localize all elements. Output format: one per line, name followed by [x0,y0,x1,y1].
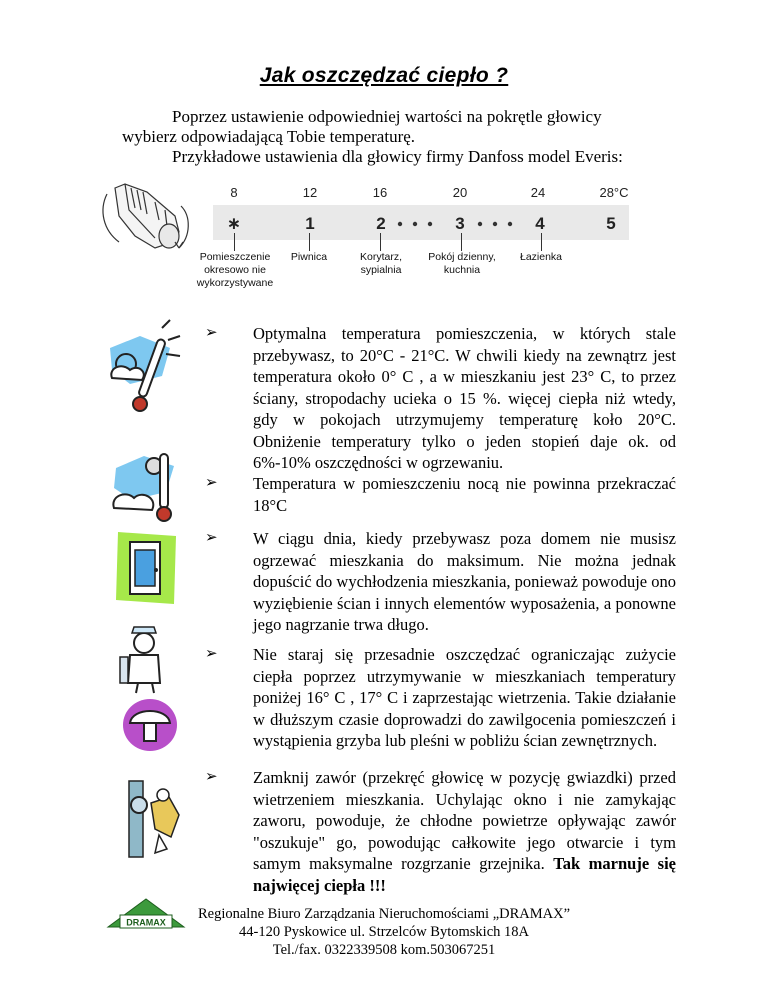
scale-position: 4 [535,214,545,233]
scale-tick [461,233,462,251]
intro-line-2: wybierz odpowiadającą Tobie temperaturę. [122,127,416,146]
scale-tick [380,233,381,251]
room-label: Łazienka [519,251,563,263]
scale-position: 5 [606,214,616,233]
bullet-icon: ➢ [205,644,218,662]
scale-position: 2 [376,214,386,233]
scale-temp: 28°C [599,185,629,200]
page-title: Jak oszczędzać ciepło ? [259,64,509,87]
bullet-icon: ➢ [205,528,218,546]
footer-line-2: 44-120 Pyskowice ul. Strzelców Bytomskich 18A [239,924,529,940]
scale-temp: 8 [230,185,238,200]
mushroom-icon [120,695,180,755]
thermostat-head-icon [95,180,195,260]
scale-tick [541,233,542,251]
tip-paragraph: Temperatura w pomieszczeniu nocą nie powinna przekraczać 18°C [253,474,676,515]
room-label: Pomieszczenie okresowo nie wykorzystywane [196,251,274,289]
bullet-icon: ➢ [205,323,218,341]
scale-tick [234,233,235,251]
bullet-icon: ➢ [205,767,218,785]
tip-paragraph: Zamknij zawór (przekręć głowicę w pozycję gwiazdki) przed wietrzeniem mieszkania. Uchylając okno i nie zamykając zaworu, powoduje, że chłodne powietrze opływając zawór "oszukuje" go, powodując całkowite jego otwarcie i tym samym maksymalne rozgrzanie grzejnika. Tak marnuje się najwięcej ciepła !!! [253,768,676,895]
scale-tick [309,233,310,251]
door-icon [112,528,182,608]
logo-text: DRAMAX [126,917,166,928]
intro-line-1: Poprzez ustawienie odpowiedniej wartości na pokrętle głowicy [172,107,602,126]
weather-thermometer-icon [100,318,185,423]
scale-temp: 16 [372,185,388,200]
scale-temp: 24 [530,185,546,200]
tip-paragraph: Optymalna temperatura pomieszczenia, w których stale przebywasz, to 20°C - 21°C. W chwili kiedy na zewnątrz jest temperatura około 0° C , a w mieszkaniu jest 23° C, to przez ściany, stropodachy ucieka o 15 %. więcej ciepła niż wtedy, gdy w pokojach utrzymujemy temperaturę koło 20°C. Obniżenie temperatury tylko o jeden stopień daje ok. od 6%-10% oszczędności w ogrzewaniu. [253,324,676,472]
tip-emphasis: Tak marnuje się najwięcej ciepła !!! [253,854,676,895]
scale-dots [390,219,530,229]
valve-radiator-icon [115,775,187,860]
bullet-icon: ➢ [205,473,218,491]
scale-position-star: ∗ [226,214,242,233]
footer-line-1: Regionalne Biuro Zarządzania Nieruchomościami „DRAMAX” [197,906,571,922]
cold-person-icon [112,625,182,695]
tip-paragraph: Nie staraj się przesadnie oszczędzać ograniczając zużycie ciepła poprzez utrzymywanie w mieszkaniach temperatury poniżej 16° C , 17° C i zaprzestając wietrzenia. Takie działanie w dłuższym czasie doprowadzi do zawilgocenia pomieszczeń i wystąpienia grzyba lub pleśni w pobliżu ścian zewnętrznych. [253,645,676,750]
night-cloud-thermometer-icon [108,448,188,528]
scale-position: 3 [455,214,465,233]
scale-temp: 20 [452,185,468,200]
room-label: Piwnica [290,251,328,263]
scale-temp: 12 [302,185,318,200]
room-label: Pokój dzienny, kuchnia [428,251,496,276]
intro-line-3: Przykładowe ustawienia dla głowicy firmy Danfoss model Everis: [172,147,623,166]
footer-line-3: Tel./fax. 0322339508 kom.503067251 [272,942,496,958]
scale-position: 1 [305,214,315,233]
room-label: Korytarz, sypialnia [359,251,402,276]
tip-paragraph: W ciągu dnia, kiedy przebywasz poza domem nie musisz ogrzewać mieszkania do maksimum. Nie można jednak dopuścić do wychłodzenia mieszkania, ponieważ powoduje ono wyziębienie ścian i innych elementów wyposażenia, a ponowne jego nagrzanie trwa długo. [253,529,676,634]
